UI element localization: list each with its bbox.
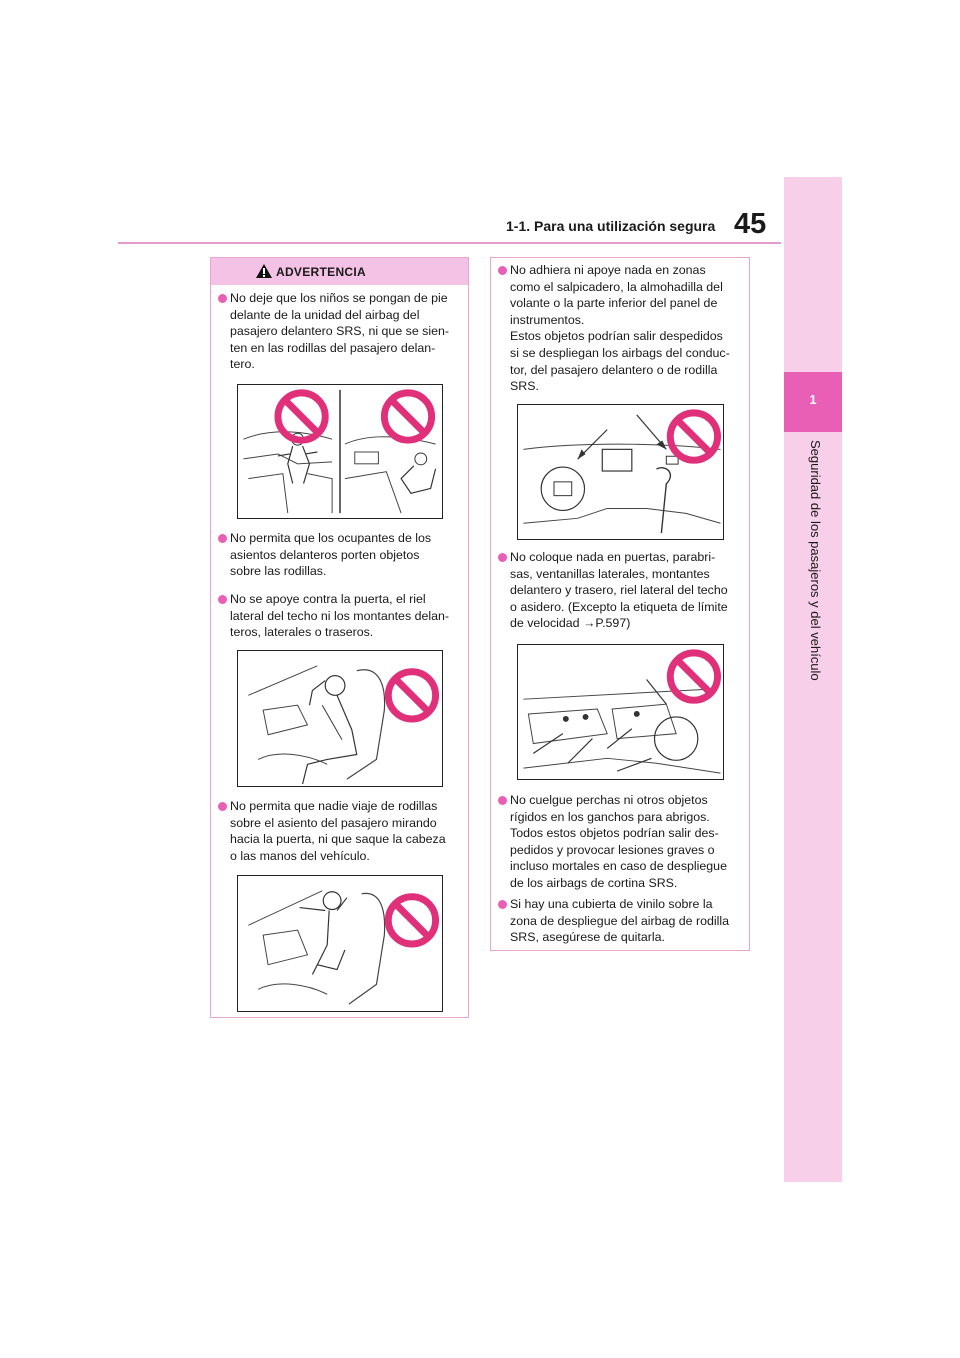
illustration-child-standing <box>237 384 443 519</box>
list-item <box>498 549 748 632</box>
bullet-dot-icon <box>218 802 227 811</box>
illustration-kneeling-seat <box>237 875 443 1012</box>
bullet-dot-icon <box>218 595 227 604</box>
warning-box-right <box>490 257 750 951</box>
list-item: No permita que los ocupantes de los asientos delanteros porten objetos sobre las rodillas. <box>218 530 466 580</box>
chapter-title: Seguridad de los pasajeros y del vehículo <box>808 440 823 681</box>
prohibition-icon <box>670 413 717 460</box>
prohibition-icon <box>388 897 435 944</box>
prohibition-icon <box>388 672 435 719</box>
prohibition-icon <box>384 393 431 440</box>
list-item: No adhiera ni apoye nada en zonas como el salpicadero, la almohadilla del volante o la parte inferior del panel de instrumentos. Estos objetos podrían salir despedidos si se despliegan los airbags del conduc- tor, del pasajero delantero o de rodilla SRS. <box>498 262 748 395</box>
bullet-dot-icon <box>218 534 227 543</box>
list-item: No deje que los niños se pongan de pie delante de la unidad del airbag del pasajero delantero SRS, ni que se sien- ten en las rodillas del pasajero delan- tero. <box>218 290 466 373</box>
illustration-interior-pillars <box>517 644 724 780</box>
page-number: 45 <box>734 208 767 240</box>
list-item: No cuelgue perchas ni otros objetos rígidos en los ganchos para abrigos. Todos estos objetos podrían salir des- pedidos y provocar lesiones graves o incluso mortales en caso de despliegue de los airbags de cortina SRS. <box>498 792 748 892</box>
section-title: 1-1. Para una utilización segura <box>506 218 716 234</box>
list-item: No permita que nadie viaje de rodillas sobre el asiento del pasajero mirando hacia la puerta, ni que saque la cabeza o las manos del vehículo. <box>218 798 466 864</box>
list-item-text: No coloque nada en puertas, parabri- sas, ventanillas laterales, montantes delantero y trasero, riel lateral del techo o asidero. (Excepto la etiqueta de límite de velocidad <box>510 550 728 631</box>
list-item: Si hay una cubierta de vinilo sobre la zona de despliegue del airbag de rodilla SRS, asegúrese de quitarla. <box>498 896 748 946</box>
page-reference-link[interactable]: P.597) <box>595 616 631 631</box>
reference-arrow-icon: → <box>583 616 596 631</box>
list-item: No se apoye contra la puerta, el riel lateral del techo ni los montantes delan- teros, laterales o traseros. <box>218 591 466 641</box>
warning-box-left <box>210 257 469 1018</box>
bullet-dot-icon <box>498 266 507 275</box>
illustration-dashboard-objects <box>517 404 724 540</box>
warning-header <box>211 258 468 285</box>
chapter-number: 1 <box>809 392 817 407</box>
prohibition-icon <box>670 653 717 700</box>
bullet-dot-icon <box>218 294 227 303</box>
header-divider <box>118 242 781 244</box>
bullet-dot-icon <box>498 900 507 909</box>
warning-label: ADVERTENCIA <box>276 265 366 279</box>
illustration-leaning-door <box>237 650 443 787</box>
bullet-dot-icon <box>498 796 507 805</box>
bullet-dot-icon <box>498 553 507 562</box>
warning-triangle-icon <box>255 263 273 279</box>
